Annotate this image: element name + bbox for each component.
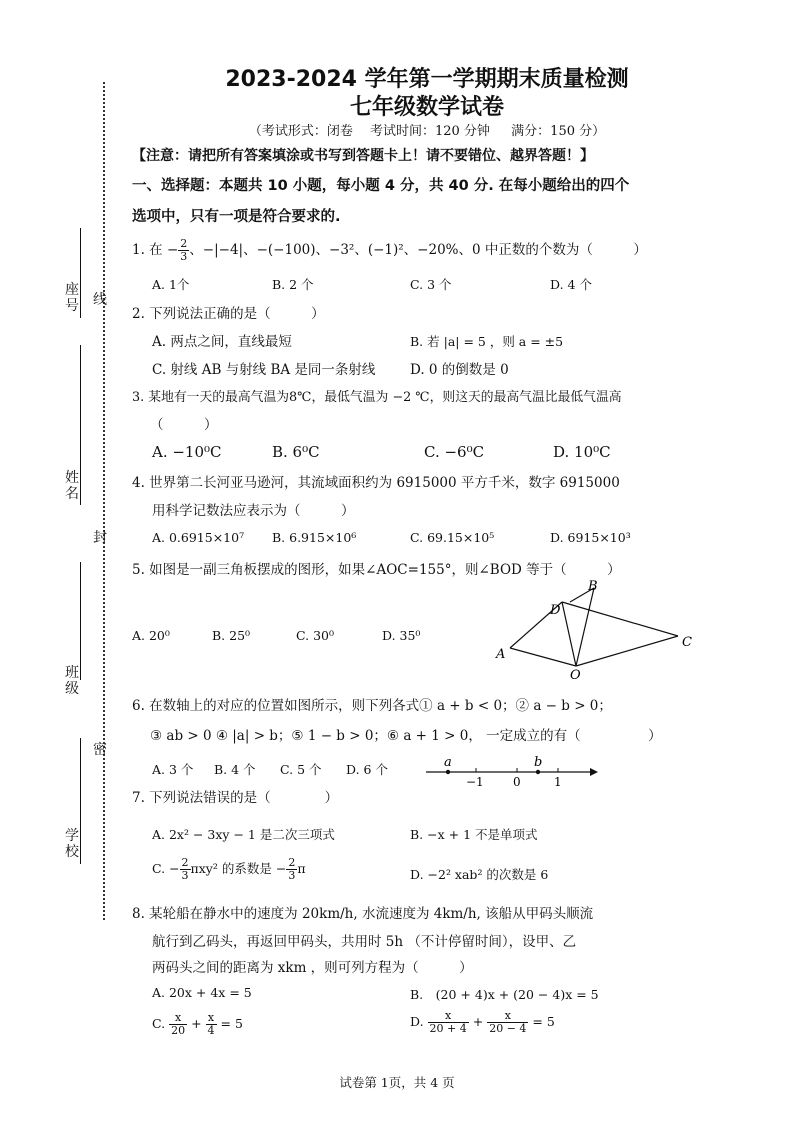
- name-label: 姓名: [65, 470, 79, 502]
- line-char: 线: [93, 292, 107, 308]
- school-underline: [80, 738, 81, 864]
- q7-option-c: C. − $\frac{2}{3}$ πxy² 的系数是 − $\frac{2}{3}$ π: [152, 856, 306, 882]
- q1-option-d: D. 4 个: [550, 277, 592, 292]
- fig-label-a: A: [496, 647, 506, 662]
- q1-option-b: B. 2 个: [272, 277, 314, 292]
- q6-option-b: B. 4 个: [214, 762, 256, 777]
- q3-option-d: D. 10⁰C: [553, 443, 611, 461]
- q5-stem: 5. 如图是一副三角板摆成的图形，如果∠AOC=155°，则∠BOD 等于（ ）: [132, 562, 621, 578]
- q2-option-c: C. 射线 AB 与射线 BA 是同一条射线: [152, 362, 376, 378]
- fig-label-o: O: [570, 668, 581, 680]
- q3-option-c: C. −6⁰C: [424, 443, 485, 461]
- q7-option-a: A. 2x² − 3xy − 1 是二次三项式: [152, 827, 335, 842]
- q8-option-a: A. 20x + 4x = 5: [152, 985, 252, 1000]
- q6-stem-2: ③ ab > 0 ④ |a| > b；⑤ 1 − b > 0；⑥ a + 1 > 0， 一定成立的有（ ）: [150, 728, 662, 744]
- q3-option-b: B. 6⁰C: [272, 443, 320, 461]
- number-line: [420, 754, 602, 790]
- q8-option-b: B. (20 + 4)x + (20 − 4)x = 5: [410, 987, 599, 1002]
- axis-label-b: b: [534, 755, 543, 770]
- fig-label-c: C: [682, 635, 692, 650]
- q2-option-a: A. 两点之间，直线最短: [152, 334, 292, 350]
- q4-option-b: B. 6.915×10⁶: [272, 530, 357, 545]
- q1-fraction: $\frac{2}{3}$: [180, 237, 188, 263]
- section-heading-2: 选项中，只有一项是符合要求的.: [132, 209, 341, 225]
- school-label: 学校: [65, 828, 79, 860]
- q8-stem: 8. 某轮船在静水中的速度为 20km/h, 水流速度为 4km/h, 该船从甲码头顺流: [132, 906, 594, 922]
- seal-char: 封: [93, 530, 107, 546]
- q2-stem: 2. 下列说法正确的是（ ）: [132, 306, 325, 322]
- seat-underline: [80, 228, 81, 318]
- seat-label: 座号: [65, 282, 79, 314]
- q8-option-c: C. $\frac{x}{20}$ + $\frac{x}{4}$ = 5: [152, 1011, 243, 1037]
- exam-info: （考试形式：闭卷 考试时间：120 分钟 满分：150 分）: [248, 124, 606, 139]
- q1-stem: 1. 在 − $\frac{2}{3}$ 、−|−4|、−(−100)、−3²、(−1)²、−20%、0 中正数的个数为（ ）: [132, 237, 647, 263]
- fig-label-b: B: [588, 579, 598, 594]
- exam-subtitle: 七年级数学试卷: [349, 95, 504, 120]
- q8-stem-3: 两码头之间的距离为 xkm ，则可列方程为（ ）: [152, 960, 473, 976]
- axis-label-neg1: −1: [466, 775, 484, 789]
- secret-char: 密: [93, 742, 107, 758]
- q6-stem: 6. 在数轴上的对应的位置如图所示，则下列各式① a + b < 0；② a − b > 0；: [132, 698, 612, 714]
- exam-title: 2023-2024 学年第一学期期末质量检测: [225, 67, 629, 92]
- q1-option-a: A. 1个: [152, 277, 190, 292]
- q4-option-a: A. 0.6915×10⁷: [152, 530, 245, 545]
- q5-option-d: D. 35⁰: [382, 628, 421, 643]
- q7-option-b: B. −x + 1 不是单项式: [410, 827, 538, 842]
- q5-option-b: B. 25⁰: [212, 628, 251, 643]
- q8-option-d: D. $\frac{x}{20 + 4}$ + $\frac{x}{20 - 4}$ = 5: [410, 1009, 555, 1035]
- q4-stem-2: 用科学记数法应表示为（ ）: [152, 503, 355, 519]
- q3-option-a: A. −10⁰C: [152, 443, 222, 461]
- q2-option-b: B. 若 |a| = 5 ，则 a = ±5: [410, 334, 564, 349]
- q5-option-c: C. 30⁰: [296, 628, 334, 643]
- q6-option-a: A. 3 个: [152, 762, 194, 777]
- class-label: 班级: [65, 665, 79, 697]
- q5-option-a: A. 20⁰: [132, 628, 170, 643]
- q8-stem-2: 航行到乙码头，再返回甲码头，共用时 5h （不计停留时间），设甲、乙: [152, 934, 577, 950]
- axis-label-one: 1: [554, 775, 562, 789]
- axis-label-zero: 0: [513, 775, 521, 789]
- page-footer: 试卷第 1页，共 4 页: [339, 1075, 455, 1090]
- notice: 【注意：请把所有答案填涂或书写到答题卡上！请不要错位、越界答题！】: [132, 148, 594, 164]
- fig-label-d: D: [550, 603, 561, 618]
- q2-option-d: D. 0 的倒数是 0: [410, 362, 509, 378]
- q4-option-c: C. 69.15×10⁵: [410, 530, 495, 545]
- triangle-figure: [490, 578, 700, 680]
- q1-option-c: C. 3 个: [410, 277, 452, 292]
- axis-label-a: a: [444, 755, 452, 770]
- q6-option-d: D. 6 个: [346, 762, 388, 777]
- section-heading: 一、选择题：本题共 10 小题，每小题 4 分，共 40 分. 在每小题给出的四个: [132, 178, 630, 194]
- q3-stem: 3. 某地有一天的最高气温为8℃，最低气温为 −2 ℃，则这天的最高气温比最低气温高: [132, 390, 622, 405]
- binding-dotted-line: [103, 82, 105, 920]
- q6-option-c: C. 5 个: [280, 762, 322, 777]
- class-underline: [80, 562, 81, 680]
- q7-stem: 7. 下列说法错误的是（ ）: [132, 790, 339, 806]
- name-underline: [80, 345, 81, 505]
- q4-option-d: D. 6915×10³: [550, 530, 631, 545]
- q3-stem-2: （ ）: [150, 417, 218, 433]
- q7-option-d: D. −2² xab² 的次数是 6: [410, 867, 549, 882]
- q4-stem: 4. 世界第二长河亚马逊河，其流域面积约为 6915000 平方千米，数字 6915000: [132, 475, 620, 491]
